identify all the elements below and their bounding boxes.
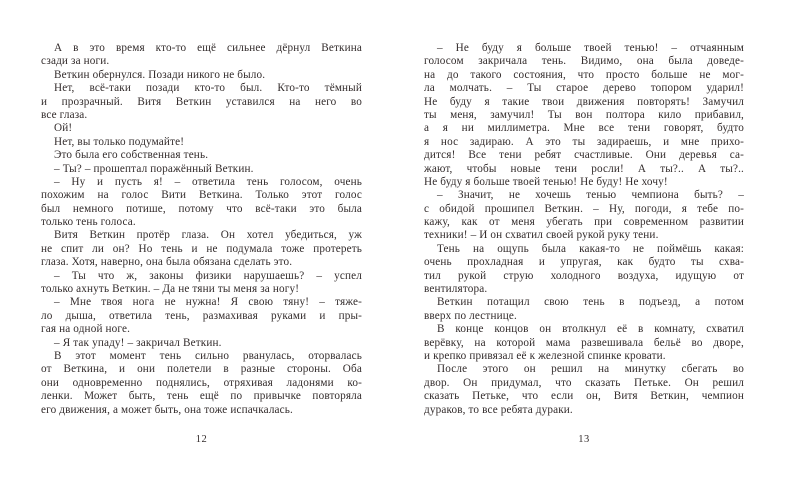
text-line: Веткин обернулся. Позади никого не было.	[54, 68, 266, 81]
text-line: Это была его собственная тень.	[54, 149, 209, 162]
text-line: все глаза.	[41, 108, 88, 121]
text-line: кажу, как от меня убегать при современном развитии	[424, 216, 744, 229]
text-line: только ахнуть Веткин. – Да не тяни ты меня за ногу!	[41, 283, 300, 296]
text-line: Веткин потащил свою тень в подъезд, а потом	[437, 296, 744, 309]
text-line: Не буду я больше твоей тенью! Не буду! Не хочу!	[424, 175, 668, 188]
text-line: Нет, вы только подумайте!	[54, 135, 185, 148]
text-line: дится! Все тени ребят счастливые. Они деревья са-	[424, 149, 744, 162]
text-line: – Я так упаду! – закричал Веткин.	[54, 336, 222, 349]
text-line: его движения, а может быть, она тоже испачкалась.	[41, 403, 293, 416]
text-line: жают, чтобы новые тени росли! А ты?.. А ты?..	[424, 162, 744, 175]
text-line: – Мне твоя нога не нужна! Я свою тяну! – тяже-	[54, 296, 362, 309]
text-line: – Не буду я больше твоей тенью! – отчаянным	[437, 42, 744, 54]
text-line: только тень голоса.	[41, 216, 136, 229]
text-line: глаза. Хотя, наверно, она была обязана сделать это.	[41, 256, 293, 269]
text-line: ла молчать. – Ты старое дерево топором ударил!	[424, 82, 744, 95]
text-line: Нет, всё-таки позади кто-то был. Кто-то тёмный	[54, 82, 362, 95]
text-line: Ой!	[54, 122, 73, 135]
text-line: и крепко привязал её к железной спинке кровати.	[424, 349, 666, 362]
page-number-right: 13	[578, 434, 590, 445]
text-line: дураков, то все ребята дураки.	[424, 403, 573, 416]
book-page-left	[41, 42, 362, 417]
text-line: и прозрачный. Витя Веткин уставился на него во	[41, 95, 362, 108]
text-line: ло дыша, ответила тень, размахивая руками и пры-	[41, 309, 362, 322]
text-line: – Ты? – прошептал поражённый Веткин.	[54, 162, 254, 175]
text-line: ты меня, замучил! Ты вон полтора кило прибавил,	[424, 108, 744, 121]
text-line: Не буду я такие твои движения повторять! Замучил	[424, 95, 744, 108]
text-line: не спит ли он? Но тень и не подумала тоже протереть	[41, 242, 362, 255]
text-line: они одновременно поднялись, отряхивая ладонями ко-	[41, 376, 362, 389]
text-line: голосом закричала тень. Видимо, она была доведе-	[424, 55, 744, 68]
text-line: был немного потише, потому что всё-таки это была	[41, 202, 362, 215]
text-line: Витя Веткин протёр глаза. Он хотел убедиться, уж	[54, 229, 362, 242]
text-line: В конце концов он втолкнул её в комнату, схватил	[437, 323, 744, 336]
text-line: а я ни миллиметра. Мне все тени говорят, будто	[424, 122, 744, 135]
text-line: на до такого состояния, что просто больше не мог-	[424, 68, 744, 81]
text-line: вентилятора.	[424, 283, 488, 296]
text-line: Тень на ощупь была какая-то не поймёшь какая:	[437, 242, 744, 255]
text-line: двор. Он придумал, что сказать Петьке. Он решил	[424, 376, 744, 389]
text-line: верёвку, на которой мама развешивала бельё во дворе,	[424, 336, 744, 349]
text-line: – Значит, не хочешь тенью чемпиона быть? –	[437, 189, 744, 202]
text-line: ленки. Может быть, тень ещё по привычке повторяла	[41, 390, 362, 403]
text-line: похожим на голос Вити Веткина. Только этот голос	[41, 189, 362, 202]
text-line: с обидой прошипел Веткин. – Ну, погоди, я тебе по-	[424, 202, 744, 215]
book-page-right	[424, 42, 744, 417]
text-line: В этот момент тень сильно рванулась, оторвалась	[54, 349, 362, 362]
text-line: – Ты что ж, законы физики нарушаешь? – успел	[54, 269, 362, 282]
text-line: от Веткина, и они полетели в разные стороны. Оба	[41, 363, 362, 376]
text-line: вверх по лестнице.	[424, 309, 517, 322]
text-line: очень прохладная и упругая, как будто ты схва-	[424, 256, 744, 269]
text-line: После этого он решил на минутку сбегать во	[437, 363, 744, 376]
text-line: гая на одной ноге.	[41, 323, 131, 336]
page-number-left: 12	[195, 434, 208, 445]
text-line: – Ну и пусть я! – ответила тень голосом, очень	[54, 175, 362, 188]
text-line: техники! – И он схватил своей рукой руку тени.	[424, 229, 659, 242]
text-line: тил рукой струю холодного воздуха, идущую от	[424, 269, 744, 282]
text-line: я нос задираю. А это ты задираешь, и мне прихо-	[424, 135, 744, 148]
text-line: сзади за ноги.	[41, 55, 110, 68]
text-line: сказать Петьке, что если он, Витя Веткин, чемпион	[424, 390, 744, 403]
text-line: А в это время кто-то ещё сильнее дёрнул Веткина	[54, 42, 362, 54]
